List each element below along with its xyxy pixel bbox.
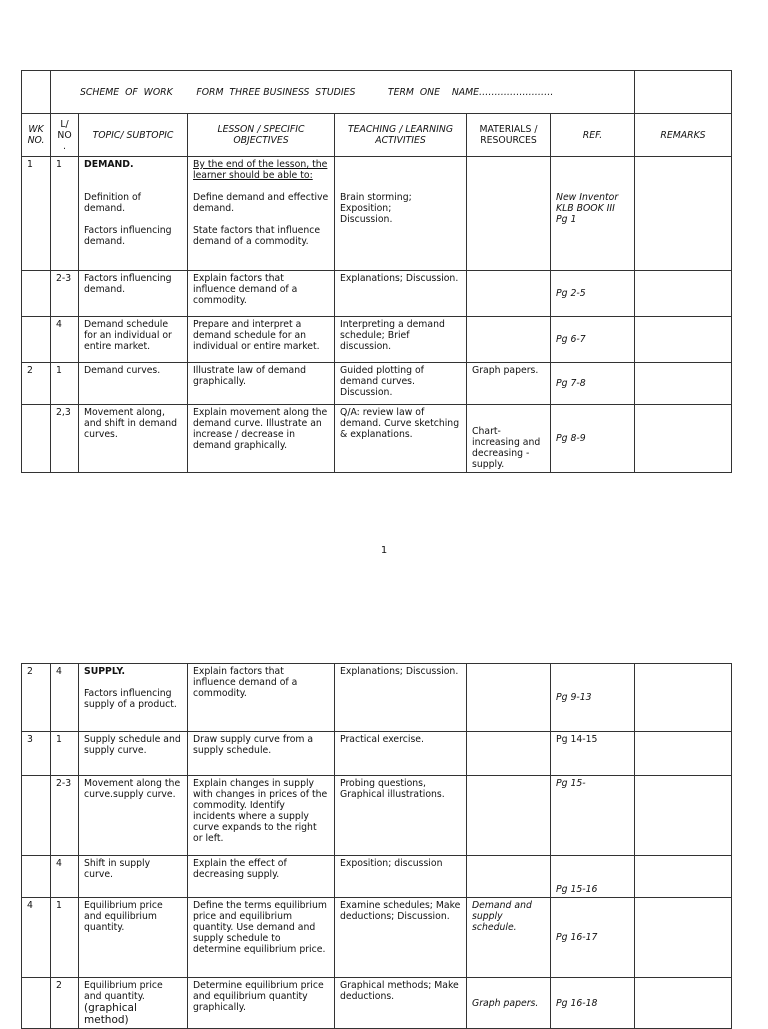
cell-lno: 1	[51, 898, 79, 978]
cell-objectives: Explain changes in supply with changes in prices of the commodity. Identify incidents where a supply curve expands to the right or left.	[188, 776, 335, 856]
cell-lno: 4	[51, 664, 79, 732]
cell-objectives: Explain the effect of decreasing supply.	[188, 856, 335, 898]
objectives-intro: By the end of the lesson, the learner should be able to:	[193, 159, 328, 181]
cell-lno: 1	[51, 732, 79, 776]
cell-activities: Examine schedules; Make deductions; Discussion.	[335, 898, 467, 978]
cell-objectives: Explain factors that influence demand of a commodity.	[188, 664, 335, 732]
cell-lno: 2-3	[51, 776, 79, 856]
table-row	[22, 898, 732, 978]
title-form: FORM THREE BUSINESS STUDIES	[196, 86, 356, 98]
cell-wk: 2	[22, 363, 51, 405]
cell-topic: Demand curves.	[79, 363, 188, 405]
header-activities: TEACHING / LEARNING ACTIVITIES	[335, 114, 467, 157]
topic-sub-b: Factors influencing demand.	[84, 225, 172, 247]
table-row	[22, 856, 732, 898]
cell-activities: Exposition; discussion	[335, 856, 467, 898]
cell-activities: Interpreting a demand schedule; Brief discussion.	[335, 317, 467, 363]
cell-lno: 2,3	[51, 405, 79, 473]
header-objectives: LESSON / SPECIFIC OBJECTIVES	[188, 114, 335, 157]
cell-wk: 4	[22, 898, 51, 978]
cell-wk: 3	[22, 732, 51, 776]
cell-ref: Pg 9-13	[551, 664, 635, 732]
cell-materials: Graph papers.	[467, 978, 551, 1029]
header-lno: L/ NO .	[51, 114, 79, 157]
cell-ref: Pg 15-	[551, 776, 635, 856]
cell-objectives: Explain movement along the demand curve. Illustrate an increase / decrease in demand graphically.	[188, 405, 335, 473]
cell-objectives: Define the terms equilibrium price and equilibrium quantity. Use demand and supply schedule to determine equilibrium price.	[188, 898, 335, 978]
cell-topic: Movement along the curve.supply curve.	[79, 776, 188, 856]
cell-topic	[79, 978, 188, 1029]
topic-sub-a: Definition of demand.	[84, 192, 141, 214]
table-row	[22, 978, 732, 1029]
header-topic: TOPIC/ SUBTOPIC	[79, 114, 188, 157]
cell-remarks	[635, 856, 732, 898]
objective-a: Define demand and effective demand.	[193, 192, 329, 214]
cell-topic: Factors influencing demand.	[79, 271, 188, 317]
cell-topic: Shift in supply curve.	[79, 856, 188, 898]
cell-ref: Pg 7-8	[551, 363, 635, 405]
cell-wk	[22, 856, 51, 898]
topic-text: Equilibrium price and quantity.	[84, 980, 163, 1002]
cell-activities: Explanations; Discussion.	[335, 271, 467, 317]
page-number: 1	[380, 545, 388, 556]
table-row	[22, 664, 732, 732]
cell-activities: Explanations; Discussion.	[335, 664, 467, 732]
title-term: TERM ONE	[387, 86, 440, 98]
header-remarks: REMARKS	[635, 114, 732, 157]
cell-wk: 2	[22, 664, 51, 732]
title-name: NAME……………………	[451, 86, 554, 98]
cell-ref: Pg 6-7	[551, 317, 635, 363]
cell-topic: Movement along, and shift in demand curves.	[79, 405, 188, 473]
cell-objectives: Prepare and interpret a demand schedule for an individual or entire market.	[188, 317, 335, 363]
header-wk: WK NO.	[22, 114, 51, 157]
cell-materials: Chart- increasing and decreasing - supply.	[467, 405, 551, 473]
activities-text: Brain storming; Exposition; Discussion.	[340, 192, 412, 225]
cell-topic: Equilibrium price and equilibrium quantity.	[79, 898, 188, 978]
scheme-table-page-2	[21, 663, 732, 1029]
objective-b: State factors that influence demand of a commodity.	[193, 225, 321, 247]
cell-materials	[467, 732, 551, 776]
table-row	[22, 732, 732, 776]
cell-ref: Pg 2-5	[551, 271, 635, 317]
cell-ref: Pg 15-16	[551, 856, 635, 898]
topic-extra: (graphical method)	[84, 1002, 137, 1026]
cell-objectives: Illustrate law of demand graphically.	[188, 363, 335, 405]
cell-materials: Demand and supply schedule.	[467, 898, 551, 978]
topic-heading: DEMAND.	[84, 159, 134, 170]
cell-materials	[467, 776, 551, 856]
cell-ref: Pg 16-18	[551, 978, 635, 1029]
cell-ref: Pg 8-9	[551, 405, 635, 473]
table-row	[22, 776, 732, 856]
header-ref: REF.	[551, 114, 635, 157]
cell-activities: Graphical methods; Make deductions.	[335, 978, 467, 1029]
cell-lno: 1	[51, 363, 79, 405]
title-scheme: SCHEME OF WORK	[80, 86, 173, 98]
cell-activities: Q/A: review law of demand. Curve sketching & explanations.	[335, 405, 467, 473]
cell-ref: Pg 14-15	[551, 732, 635, 776]
cell-topic: Demand schedule for an individual or entire market.	[79, 317, 188, 363]
cell-lno: 4	[51, 317, 79, 363]
cell-materials	[467, 856, 551, 898]
cell-lno: 2	[51, 978, 79, 1029]
cell-activities: Probing questions, Graphical illustrations.	[335, 776, 467, 856]
cell-topic: Supply schedule and supply curve.	[79, 732, 188, 776]
cell-materials: Graph papers.	[467, 363, 551, 405]
cell-ref: Pg 16-17	[551, 898, 635, 978]
cell-remarks	[635, 978, 732, 1029]
cell-activities: Guided plotting of demand curves. Discussion.	[335, 363, 467, 405]
cell-remarks	[635, 898, 732, 978]
cell-objectives: Determine equilibrium price and equilibrium quantity graphically.	[188, 978, 335, 1029]
cell-lno: 1	[51, 157, 79, 271]
header-materials: MATERIALS / RESOURCES	[467, 114, 551, 157]
cell-wk: 1	[22, 157, 51, 271]
cell-wk	[22, 776, 51, 856]
ref-text: New Inventor KLB BOOK III Pg 1	[556, 192, 619, 225]
cell-materials	[467, 664, 551, 732]
cell-objectives: Explain factors that influence demand of a commodity.	[188, 271, 335, 317]
cell-objectives: Draw supply curve from a supply schedule.	[188, 732, 335, 776]
cell-topic	[79, 664, 188, 732]
cell-remarks	[635, 776, 732, 856]
cell-remarks	[635, 732, 732, 776]
cell-lno: 2-3	[51, 271, 79, 317]
topic-heading: SUPPLY.	[84, 666, 126, 677]
cell-remarks	[635, 664, 732, 732]
cell-lno: 4	[51, 856, 79, 898]
topic-sub-a: Factors influencing supply of a product.	[84, 688, 177, 710]
cell-activities: Practical exercise.	[335, 732, 467, 776]
cell-wk	[22, 978, 51, 1029]
